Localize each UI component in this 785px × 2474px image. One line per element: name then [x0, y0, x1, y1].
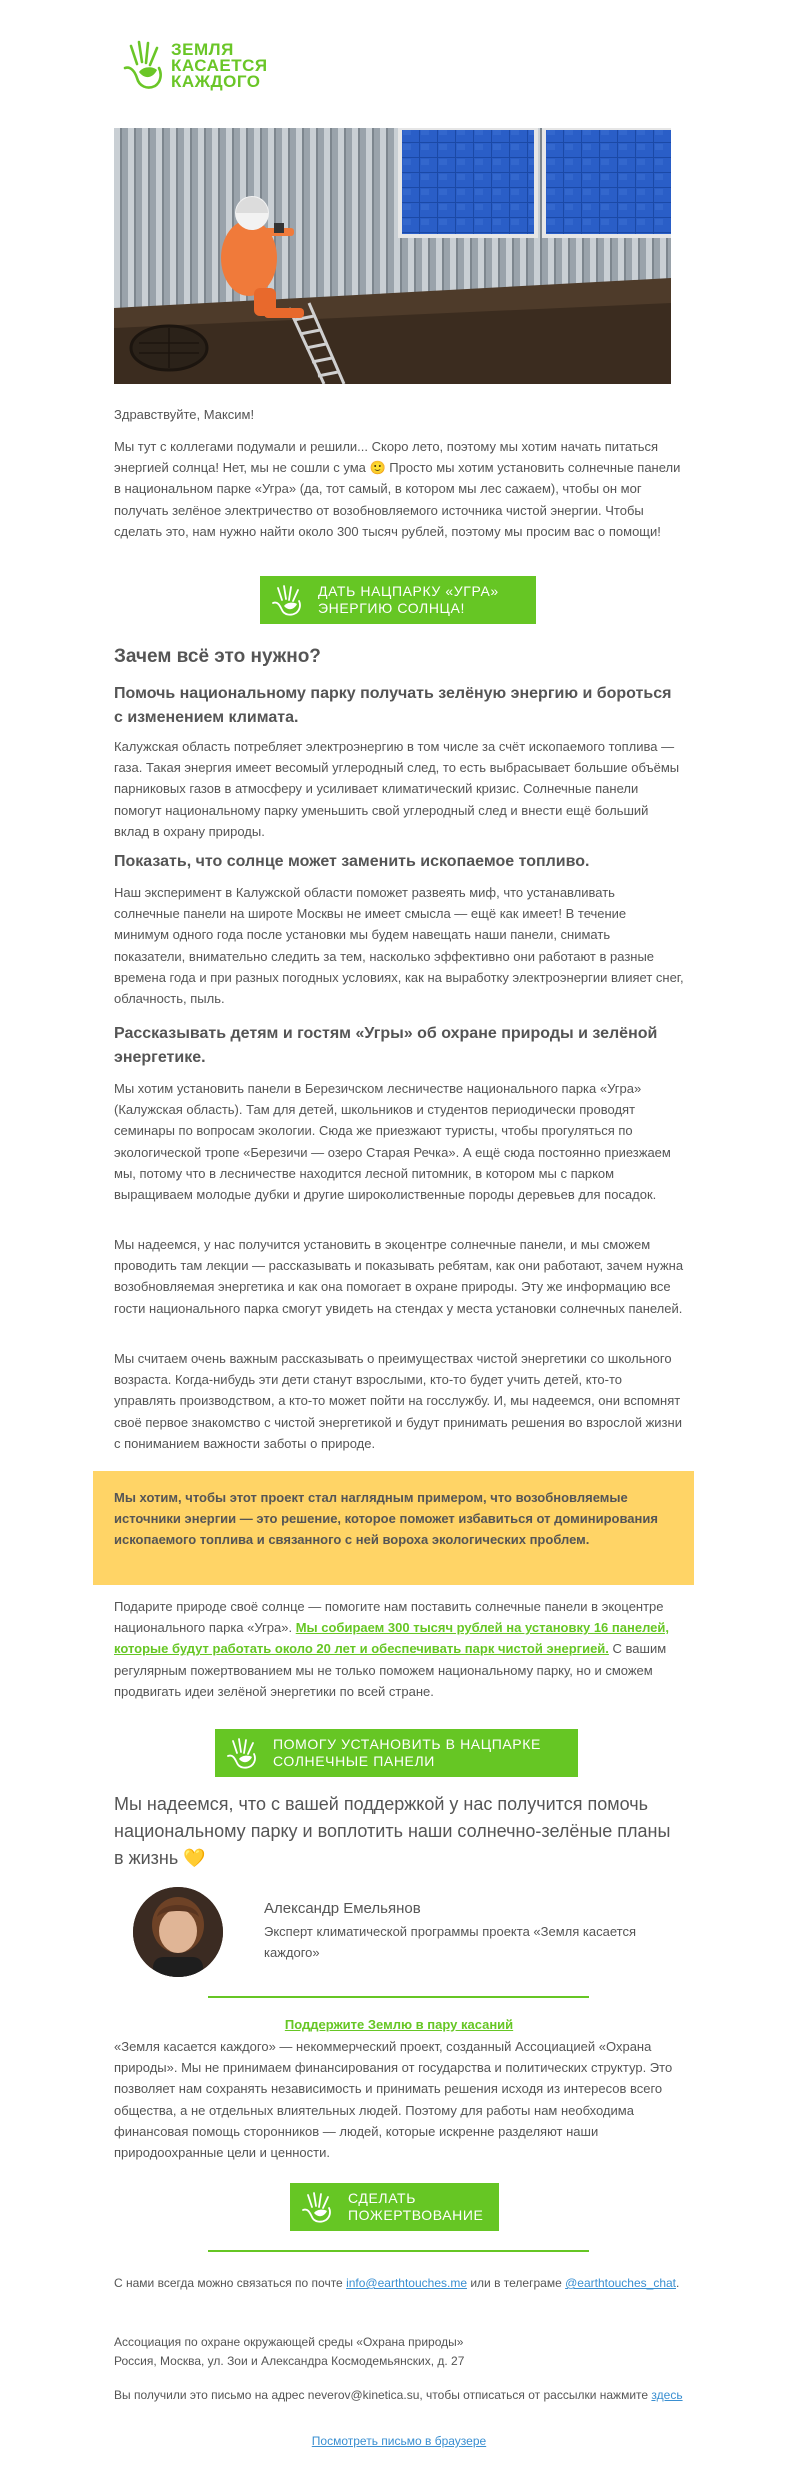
logo-line-2: КАСАЕТСЯ [171, 56, 268, 75]
footer-unsub-before: Вы получили это письмо на адрес neverov@kinetica.su, чтобы отписаться от рассылки нажмите [114, 2388, 652, 2402]
highlight-box [93, 1471, 694, 1585]
cta-give-sun-energy-button[interactable] [260, 576, 536, 624]
ask-text [114, 1596, 684, 1702]
unsubscribe-link[interactable]: здесь [651, 2388, 683, 2402]
hand-leaf-icon [270, 583, 304, 617]
footer-contact-mid: или в телеграме [467, 2276, 566, 2290]
cta1-line1: ДАТЬ НАЦПАРКУ «УГРА» [318, 583, 499, 599]
section3-text-3: Мы считаем очень важным рассказывать о преимуществах чистой энергетики со школьного возраста. Когда-нибудь эти дети станут взрослыми, кто-то будет учить детей, кто-то управлять производством, а кто-то может пойти на госслужбу. И, мы надеемся, они вспомнят своё первое знакомство с чистой энергетикой и будут принимать решения во взрослой жизни с пониманием важности заботы о природе. [114, 1351, 682, 1451]
footer-email-link[interactable]: info@earthtouches.me [346, 2276, 467, 2290]
section3-heading: Рассказывать детям и гостям «Угры» об охране природы и зелёной энергетике. [114, 1025, 658, 1066]
logo-line-3: КАЖДОГО [171, 72, 261, 91]
section2-text: Наш эксперимент в Калужской области поможет развеять миф, что устанавливать солнечные панели на широте Москвы не имеет смысла — ещё как имеет! В течение минимум одного года после установки мы будем навещать наши панели, снимать показатели, внимательно следить за тем, насколько эффективно они работают в разные времена года и при разных погодных условиях, как на выработку электроэнергии влияет снег, облачность, пыль. [114, 885, 684, 1007]
footer-contact-end: . [676, 2276, 680, 2290]
support-text: «Земля касается каждого» — некоммерческий проект, созданный Ассоциацией «Охрана природы». Мы не принимаем финансирования от государства и политических структур. Это позволяет нам сохранять независимость и принимать решения исходя из интересов всего общества, а не отдельных влиятельных людей. Поэтому для работы нам необходима финансовая помощь сторонников — людей, которые искренне разделяют наши природоохранные цели и ценности. [114, 2039, 673, 2161]
cta-donate-button[interactable] [290, 2183, 499, 2231]
cta3-line1: СДЕЛАТЬ [348, 2190, 416, 2206]
solar-panel-worker-photo [114, 128, 671, 384]
section1-heading: Помочь национальному парку получать зелёную энергию и бороться с изменением климата. [114, 685, 672, 726]
footer-telegram-link[interactable]: @earthtouches_chat [565, 2276, 677, 2290]
closing-text: Мы надеемся, что с вашей поддержкой у нас получится помочь национальному парку и воплотить наши солнечно-зелёные планы в жизнь 💛 [114, 1794, 671, 1868]
footer-unsubscribe [114, 2386, 684, 2405]
cta3-line2: ПОЖЕРТВОВАНИЕ [348, 2207, 484, 2223]
support-title-link[interactable]: Поддержите Землю в пару касаний [284, 2017, 514, 2032]
logo-line-1: ЗЕМЛЯ [171, 40, 234, 59]
cta-install-panels-button[interactable] [215, 1729, 578, 1777]
cta2-line1: ПОМОГУ УСТАНОВИТЬ В НАЦПАРКЕ [273, 1736, 541, 1752]
cta1-line2: ЭНЕРГИЮ СОЛНЦА! [318, 600, 465, 616]
signature-name: Александр Емельянов [264, 1900, 421, 1917]
divider-bottom [208, 2250, 589, 2252]
footer-browser [114, 2432, 684, 2451]
section3-text-2: Мы надеемся, у нас получится установить в экоцентре солнечные панели, и мы сможем проводить там лекции — рассказывать и показывать ребятам, как они работают, зачем нужна возобновляемая энергетика и как она помогает в охране природы. Эту же информацию все гости национального парка смогут увидеть на стендах у места установки солнечных панелей. [114, 1237, 684, 1316]
footer-org: Ассоциация по охране окружающей среды «Охрана природы» [114, 2335, 464, 2349]
support-title [114, 2014, 684, 2035]
divider-top [208, 1996, 589, 1998]
hand-leaf-logo-icon [121, 38, 165, 94]
ask-text-after: С вашим регулярным пожертвованием мы не только поможем национальному парку, но и сможем продвигать идеи зелёной энергетики по всей стране. [114, 1641, 667, 1699]
signature-role: Эксперт климатической программы проекта «Земля касается каждого» [264, 1924, 636, 1961]
section1-text: Калужская область потребляет электроэнергию в том числе за счёт ископаемого топлива — газа. Такая энергия имеет весомый углеродный след, то есть выбрасывает большие объёмы парниковых газов в атмосферу и усиливает климатический кризис. Солнечные панели помогут национальному парку уменьшить свой углеродный след и внести ещё больший вклад в охрану природы. [114, 739, 680, 839]
highlight-text: Мы хотим, чтобы этот проект стал наглядным примером, что возобновляемые источники энергии — это решение, которое поможет избавиться от доминирования ископаемого топлива и связанного с ней вороха экологических проблем. [114, 1490, 658, 1548]
footer-contact [114, 2274, 684, 2293]
view-in-browser-link[interactable]: Посмотреть письмо в браузере [311, 2434, 487, 2448]
intro-text: Мы тут с коллегами подумали и решили... Скоро лето, поэтому мы хотим начать питаться энергией солнца! Нет, мы не сошли с ума 🙂 Просто мы хотим установить солнечные панели в национальном парке «Угра» (да, тот самый, в котором мы лес сажаем), чтобы он мог получать зелёное электричество от возобновляемого источника чистой энергии. Чтобы сделать это, нам нужно найти около 300 тысяч рублей, поэтому мы просим вас о помощи! [114, 439, 681, 539]
avatar [133, 1887, 223, 1977]
section2-heading: Показать, что солнце может заменить ископаемое топливо. [114, 853, 590, 870]
ask-goal-link[interactable]: Мы собираем 300 тысяч рублей на установку 16 панелей, которые будут работать около 20 лет и обеспечивать парк чистой энергией. [114, 1620, 669, 1657]
hero-image [114, 128, 671, 384]
why-heading: Зачем всё это нужно? [114, 646, 321, 667]
author-photo [133, 1887, 223, 1977]
ask-text-before: Подарите природе своё солнце — помогите нам поставить солнечные панели в экоцентре национального парка «Угра». [114, 1599, 664, 1636]
logo[interactable] [121, 38, 268, 94]
hand-leaf-icon [300, 2190, 334, 2224]
hand-leaf-icon [225, 1736, 259, 1770]
cta2-line2: СОЛНЕЧНЫЕ ПАНЕЛИ [273, 1753, 435, 1769]
greeting: Здравствуйте, Максим! [114, 407, 255, 422]
section3-text-1: Мы хотим установить панели в Березичском лесничестве национального парка «Угра» (Калужская область). Там для детей, школьников и студентов периодически проводят семинары по вопросам экологии. Сюда же приезжают туристы, чтобы прогуляться по экологической тропе «Березичи — озеро Старая Речка». А ещё сюда постоянно приезжаем мы, потому что в лесничестве находится лесной питомник, в котором мы с парком выращиваем молодые дубки и другие широколиственные породы деревьев для посадок. [114, 1081, 671, 1203]
footer-contact-before: С нами всегда можно связаться по почте [114, 2276, 347, 2290]
footer-address: Россия, Москва, ул. Зои и Александра Космодемьянских, д. 27 [114, 2354, 465, 2368]
